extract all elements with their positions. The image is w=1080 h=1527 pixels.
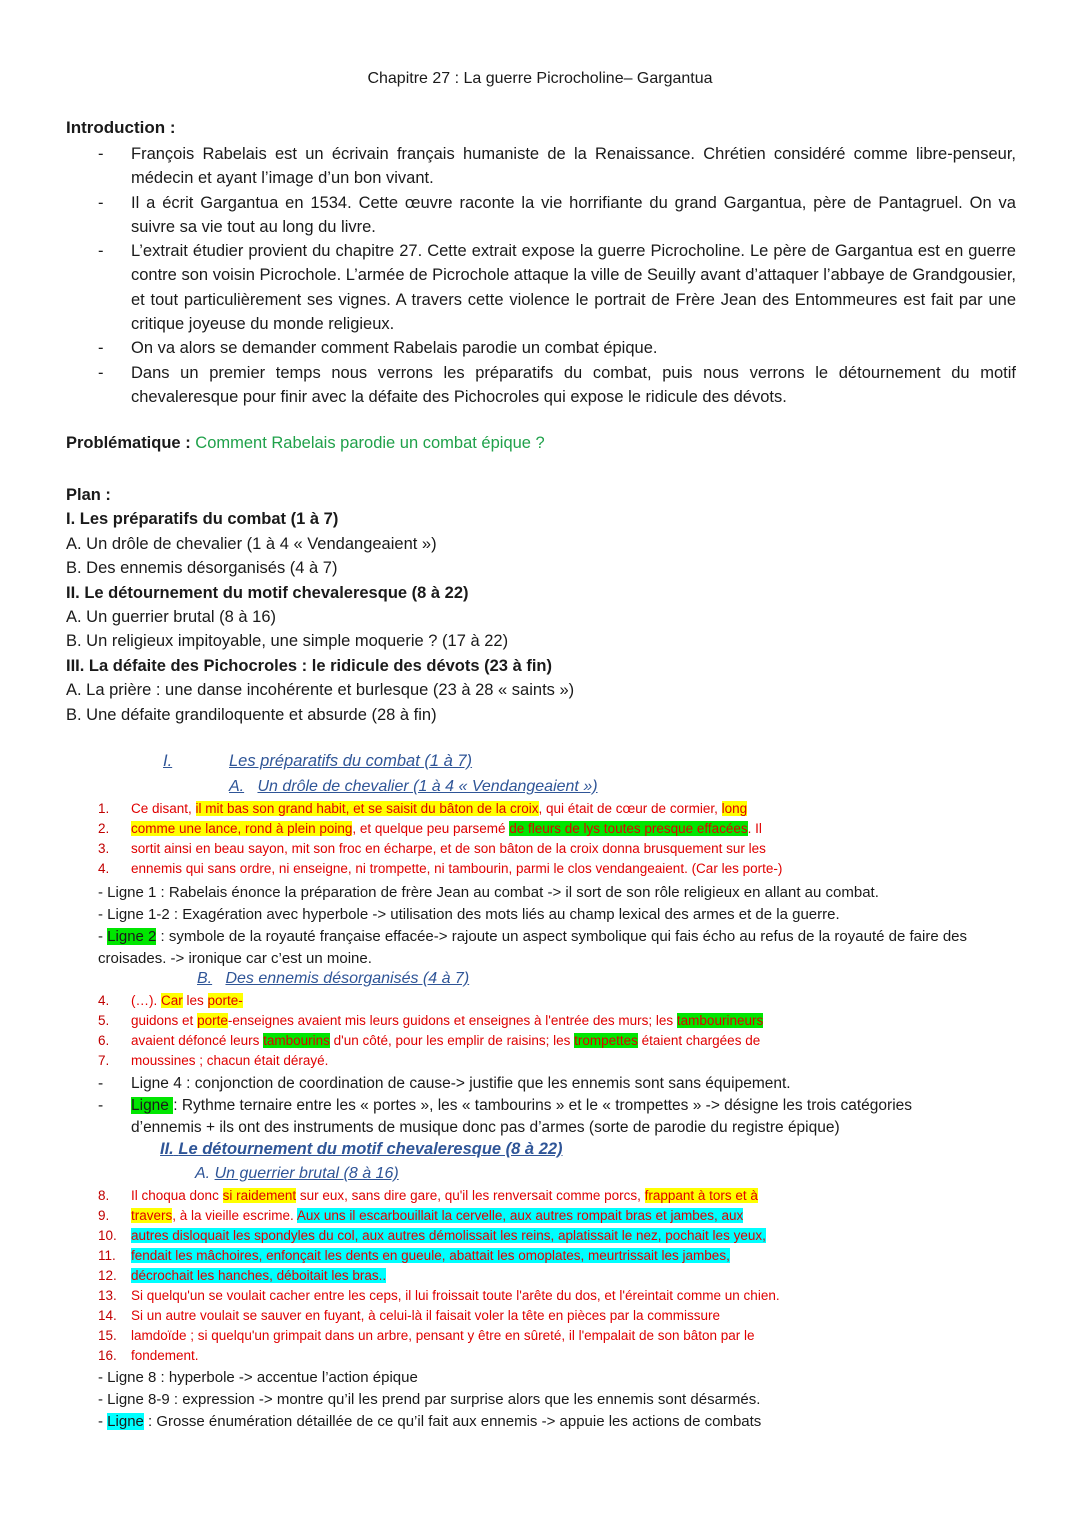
quote-line (0, 1228, 1080, 1248)
line-text (131, 821, 762, 836)
text-segment: Ligne 4 : conjonction de coordination de cause-> justifie que les ennemis sont sans équipement. (131, 1075, 791, 1092)
text-segment: avaient défoncé leurs (131, 1033, 264, 1048)
highlighted-text: travers (131, 1208, 173, 1223)
highlighted-text: tambourins (263, 1033, 330, 1048)
line-number: 1. (98, 801, 110, 816)
text-segment: , à la vieille escrime. (172, 1208, 297, 1223)
part1-subA-heading (229, 778, 598, 796)
text-segment: . Il (747, 821, 762, 836)
plan-item: B. Une défaite grandiloquente et absurde (28 à fin) (66, 705, 437, 724)
quote-line (0, 1288, 1080, 1308)
line-text (131, 1288, 780, 1303)
analysis-note (0, 1389, 993, 1411)
text-segment: - Ligne 8-9 : expression -> montre qu’il les prend par surprise alors que les ennemis sont désarmés. (98, 1391, 761, 1408)
part1-subB-notes (0, 1073, 1080, 1139)
line-text (131, 993, 243, 1008)
subB-title: Des ennemis désorganisés (4 à 7) (225, 970, 470, 987)
highlighted-text: trompettes (574, 1033, 638, 1048)
line-text (131, 1308, 720, 1323)
text-segment: d'un côté, pour les emplir de raisins; les (329, 1033, 575, 1048)
text-segment: Si quelqu'un se voulait cacher entre les ceps, il lui froissait toute l'arête du dos, et l'éreintait comme un chien. (131, 1288, 780, 1303)
note-text (0, 1073, 976, 1095)
line-number: 9. (98, 1208, 110, 1223)
quote-line (0, 1188, 1080, 1208)
part1-subB-heading (197, 970, 469, 988)
text-segment: (…). (131, 993, 161, 1008)
plan-item-part: III. La défaite des Pichocroles : le ridicule des dévots (23 à fin) (66, 656, 552, 675)
text-segment: - Ligne 8 : hyperbole -> accentue l’action épique (98, 1369, 418, 1386)
quote-line (0, 821, 1080, 841)
text-segment: : Rythme ternaire entre les « portes », les « tambourins » et le « trompettes » -> désigne les trois catégories d’ennemis + ils ont des instruments de musique donc pas d’armes (sorte de parodie du registre épique) (131, 1097, 913, 1136)
bullet-dash: - (98, 1097, 104, 1114)
text-segment: Ce disant, (131, 801, 196, 816)
problematique-label: Problématique : (66, 434, 191, 452)
highlighted-text: Aux uns il escarbouillait la cervelle, aux autres rompait bras et jambes, aux (296, 1208, 744, 1223)
text-segment: Si un autre voulait se sauver en fuyant, à celui-là il faisait voler la tête en pièces par la commissure (131, 1308, 721, 1323)
highlighted-text: si raidement (222, 1188, 297, 1203)
line-text (131, 1228, 766, 1243)
quote-line (0, 1348, 1080, 1368)
highlighted-text: de fleurs de lys toutes presque effacées (509, 821, 748, 836)
plan-item: A. La prière : une danse incohérente et burlesque (23 à 28 « saints ») (66, 681, 575, 700)
plan-item-part: I. Les préparatifs du combat (1 à 7) (66, 510, 339, 529)
line-text (131, 1188, 758, 1203)
bullet-dash: - (98, 1075, 104, 1092)
intro-bullet: - Dans un premier temps nous verrons les préparatifs du combat, puis nous verrons le détournement du motif chevaleresque pour finir avec la défaite des Pichocroles qui expose le ridicule des dévots. (66, 361, 1016, 410)
problematique (66, 434, 545, 453)
introduction-heading: Introduction : (66, 118, 176, 137)
text-segment: - (98, 928, 108, 945)
line-text (131, 1248, 730, 1263)
line-number: 15. (98, 1328, 117, 1343)
plan-item: B. Un religieux impitoyable, une simple moquerie ? (17 à 22) (66, 632, 509, 651)
intro-bullet: - Il a écrit Gargantua en 1534. Cette œuvre raconte la vie horrifiante du grand Gargantua, père de Pantagruel. On va suivre sa vie tout au long du livre. (66, 191, 1016, 240)
text-segment: les (182, 993, 208, 1008)
quote-line (0, 1268, 1080, 1288)
quote-line (0, 1328, 1080, 1348)
text-segment: fondement. (131, 1348, 199, 1363)
highlighted-text: porte (197, 1013, 228, 1028)
part2-subA-heading (195, 1165, 399, 1183)
line-number: 14. (98, 1308, 117, 1323)
part2-heading (160, 1140, 563, 1159)
line-text (131, 1033, 760, 1048)
text-segment: lamdoïde ; si quelqu'un grimpait dans un arbre, pensant y être en sûreté, il l'empalait de son bâton par le (131, 1328, 755, 1343)
analysis-note (0, 1367, 993, 1389)
subA-title: Un guerrier brutal (8 à 16) (214, 1165, 399, 1182)
intro-bullet: - François Rabelais est un écrivain français humaniste de la Renaissance. Chrétien considéré comme libre-penseur, médecin et ayant l’image d’un bon vivant. (66, 142, 1016, 191)
line-text (131, 1268, 386, 1283)
part1-title: Les préparatifs du combat (1 à 7) (229, 752, 473, 770)
page-title: Chapitre 27 : La guerre Picrocholine– Gargantua (367, 70, 713, 87)
line-number: 7. (98, 1053, 110, 1068)
line-number: 5. (98, 1013, 110, 1028)
text-segment: -enseignes avaient mis leurs guidons et enseignes à l'entrée des murs; les (227, 1013, 677, 1028)
quote-line (0, 1248, 1080, 1268)
quote-line (0, 1208, 1080, 1228)
subB-letter: B. (197, 970, 213, 987)
part1-subA-quote (0, 801, 1080, 881)
text-segment: sortit ainsi en beau sayon, mit son froc en écharpe, et de son bâton de la croix donna brusquement sur les (131, 841, 766, 856)
text-segment: , qui était de cœur de cormier, (538, 801, 722, 816)
highlighted-text: long (721, 801, 748, 816)
line-text (131, 1208, 743, 1223)
text-segment: guidons et (131, 1013, 198, 1028)
line-number: 2. (98, 821, 110, 836)
plan-item-part: II. Le détournement du motif chevaleresque (8 à 22) (66, 583, 469, 602)
line-number: 12. (98, 1268, 117, 1283)
plan-heading: Plan : (66, 486, 111, 504)
text-segment: , et quelque peu parsemé (352, 821, 510, 836)
line-text (131, 861, 782, 876)
quote-line (0, 1033, 1080, 1053)
text-segment: ennemis qui sans ordre, ni enseigne, ni trompette, ni tambourin, parmi le clos vendangeaient. (Car les porte-) (131, 861, 783, 876)
part1-subA-notes (0, 882, 1080, 970)
line-text (131, 1013, 763, 1028)
plan-item: A. Un drôle de chevalier (1 à 4 « Vendangeaient ») (66, 534, 437, 553)
text-segment: sur eux, sans dire gare, qu'il les renversait comme porcs, (296, 1188, 645, 1203)
text-segment: Il choqua donc (131, 1188, 223, 1203)
quote-line (0, 841, 1080, 861)
text-segment: - Ligne 1 : Rabelais énonce la préparation de frère Jean au combat -> il sort de son rôle religieux en allant au combat. (98, 884, 879, 901)
text-segment: - (98, 1413, 108, 1430)
line-text (131, 841, 766, 856)
line-number: 4. (98, 993, 110, 1008)
line-number: 11. (98, 1248, 116, 1263)
highlighted-text: Ligne 2 (107, 928, 157, 945)
part1-subB-quote (0, 993, 1080, 1073)
analysis-note (0, 1073, 1080, 1095)
plan-item: A. Un guerrier brutal (8 à 16) (66, 608, 277, 627)
line-number: 8. (98, 1188, 110, 1203)
quote-line (0, 1308, 1080, 1328)
analysis-note (0, 882, 993, 904)
line-number: 4. (98, 861, 110, 876)
highlighted-text: il mit bas son grand habit, et se saisit du bâton de la croix (195, 801, 539, 816)
quote-line (0, 861, 1080, 881)
text-segment: : symbole de la royauté française effacée-> rajoute un aspect symbolique qui fais écho au refus de la royauté de faire des croisades. -> ironique car c’est un moine. (98, 928, 968, 967)
highlighted-text: Ligne (107, 1413, 144, 1430)
highlighted-text: frappant à tors et à (644, 1188, 758, 1203)
text-segment: étaient chargées de (637, 1033, 761, 1048)
line-number: 16. (98, 1348, 117, 1363)
plan-section (66, 483, 1016, 727)
analysis-note (0, 1411, 993, 1433)
introduction-list (66, 142, 1016, 409)
plan-item: B. Des ennemis désorganisés (4 à 7) (66, 559, 338, 578)
highlighted-text: décrochait les hanches, déboitait les bras.. (131, 1268, 387, 1283)
problematique-question: Comment Rabelais parodie un combat épique ? (195, 434, 545, 452)
line-text (131, 1053, 328, 1068)
highlighted-text: fendait les mâchoires, enfonçait les dents en gueule, abattait les omoplates, meurtrissait les jambes, (131, 1248, 730, 1263)
analysis-note (0, 904, 993, 926)
part1-number: I. (163, 752, 173, 770)
intro-bullet: - L’extrait étudier provient du chapitre 27. Cette extrait expose la guerre Picrocholine. Le père de Gargantua est en guerre contre son voisin Picrochole. L’armée de Picrochole attaque la ville de Seuilly avant d’attaquer l’abbaye de Grandgousier, et tout particulièrement ses vignes. A travers cette violence le portrait de Frère Jean des Entommeures est fait par une critique joyeuse du monde religieux. (66, 239, 1016, 336)
part2-number: II. (160, 1140, 174, 1158)
highlighted-text: Ligne (131, 1097, 174, 1114)
quote-line (0, 1053, 1080, 1073)
highlighted-text: Car (161, 993, 183, 1008)
line-text (131, 1348, 199, 1363)
highlighted-text: porte- (207, 993, 243, 1008)
analysis-note (0, 926, 993, 970)
quote-line (0, 801, 1080, 821)
part2-subA-quote (0, 1188, 1080, 1368)
highlighted-text: autres disloquait les spondyles du col, aux autres démolissait les reins, aplatissait le nez, pochait les yeux, (131, 1228, 766, 1243)
part2-title: Le détournement du motif chevaleresque (8 à 22) (178, 1140, 563, 1158)
line-number: 6. (98, 1033, 110, 1048)
highlighted-text: tambourineurs (676, 1013, 764, 1028)
note-text (0, 1095, 976, 1139)
text-segment: - Ligne 1-2 : Exagération avec hyperbole -> utilisation des mots liés au champ lexical des armes et de la guerre. (98, 906, 840, 923)
line-text (131, 1328, 755, 1343)
subA-title: Un drôle de chevalier (1 à 4 « Vendangeaient ») (257, 778, 598, 795)
quote-line (0, 1013, 1080, 1033)
analysis-note (0, 1095, 1080, 1139)
intro-bullet: - On va alors se demander comment Rabelais parodie un combat épique. (66, 336, 1016, 360)
text-segment: : Grosse énumération détaillée de ce qu’il fait aux ennemis -> appuie les actions de combats (143, 1413, 762, 1430)
part2-subA-notes (0, 1367, 1080, 1433)
subA-letter: A. (195, 1165, 211, 1182)
text-segment: moussines ; chacun était dérayé. (131, 1053, 329, 1068)
subA-letter: A. (229, 778, 245, 795)
highlighted-text: comme une lance, rond à plein poing (131, 821, 353, 836)
line-number: 13. (98, 1288, 117, 1303)
line-text (131, 801, 747, 816)
line-number: 3. (98, 841, 110, 856)
introduction-section (66, 118, 1016, 409)
quote-line (0, 993, 1080, 1013)
line-number: 10. (98, 1228, 117, 1243)
